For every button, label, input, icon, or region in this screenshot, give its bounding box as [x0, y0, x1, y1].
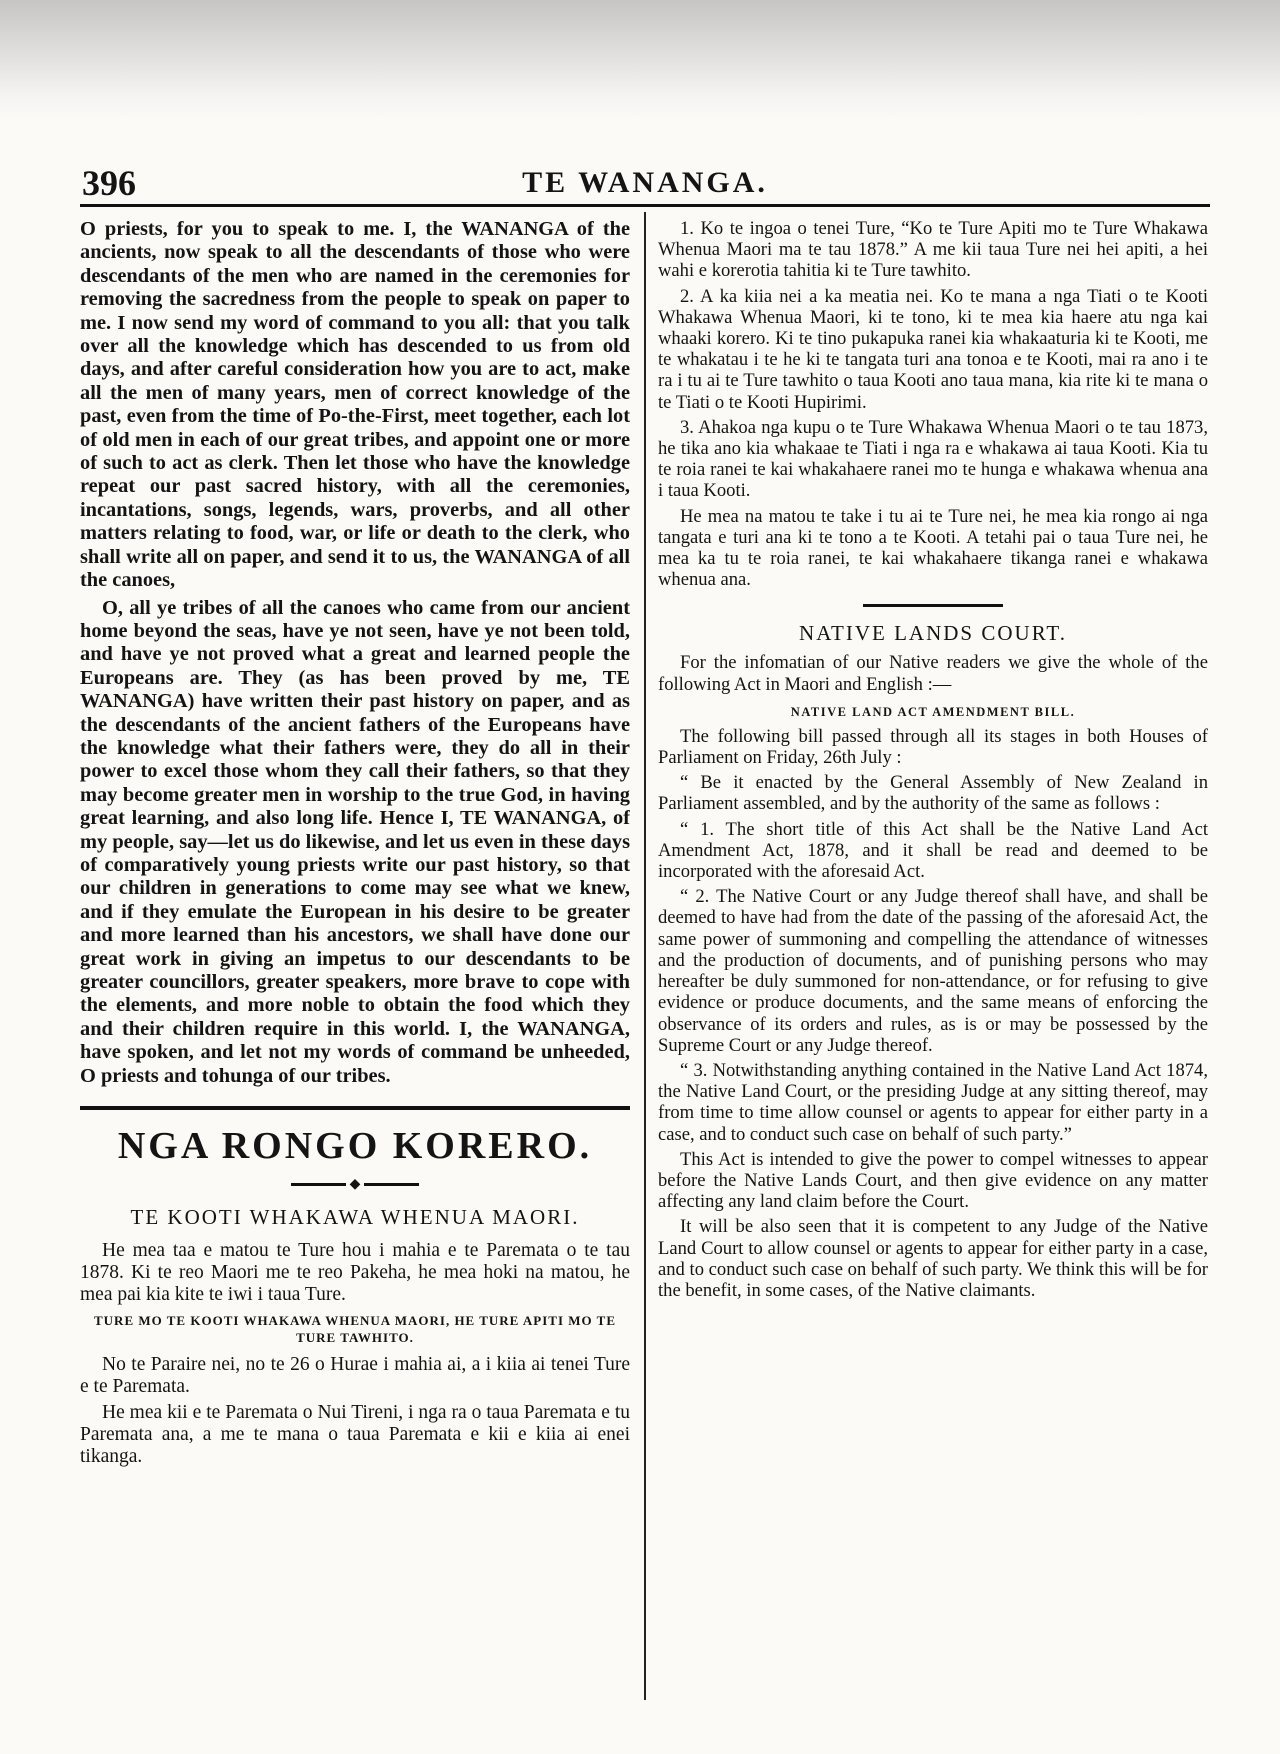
ornament-diamond-icon: ◆	[349, 1177, 361, 1193]
newspaper-page	[80, 160, 1210, 1720]
maori-clause-2: 2. A ka kiia nei a ka meatia nei. Ko te mana a nga Tiati o te Kooti Whakawa Whenua Maori, ki te tono, ki te mea kia haere atu nga kai whaaki korero. Ki te tino pukapuka ranei kia whakaaturia ki te Kooti, me te whakatau i te he ki te tangata turi ana tonoa e te Kooti, mai ra ano i te ra i tu ai te Ture tawhito o taua Kooti ano taua mana, kia rite ki te mana o te Tiati o te Kooti Hupirimi.	[658, 285, 1208, 413]
act-heading-maori: TURE MO TE KOOTI WHAKAWA WHENUA MAORI, HE TURE APITI MO TE TURE TAWHITO.	[94, 1313, 616, 1346]
short-rule	[863, 604, 1003, 607]
bill-paragraph-3: “ 1. The short title of this Act shall be the Native Land Act Amendment Act, 1878, and it shall be read and deemed to be incorporated with the aforesaid Act.	[658, 818, 1208, 883]
subsection-title-kooti: TE KOOTI WHAKAWA WHENUA MAORI.	[130, 1205, 580, 1230]
ornament-bar-left	[291, 1183, 346, 1186]
maori-note: He mea na matou te take i tu ai te Ture nei, he mea kia rongo ai nga tangata e turi ana ki te tono a te Kooti. A tetahi pai o taua Ture nei, he mea ka tu te roia ranei, te kai whakahaere tikanga ranei e whakawa whenua ana.	[658, 505, 1208, 591]
wananga-paragraph-2: O, all ye tribes of all the canoes who came from our ancient home beyond the seas, have ye not seen, have ye not been told, and have ye not proved what a great and learned people the Europeans are. They (as has been proved by me, TE WANANGA) have written their past history on paper, and as the descendants of the ancient fathers of the Europeans have the knowledge what their fathers were, they do all in their power to excel those whom they call their fathers, so that they may become greater men in worship to the true God, in having great learning, and also long life. Hence I, TE WANANGA, of my people, say—let us do likewise, and let us even in these days of comparatively young priests write our past history, so that our children in generations to come may see what we knew, and if they emulate the European in his desire to be greater and more learned than his ancestors, we shall have done our great work in giving an impetus to our descendants to be greater councillors, greater speakers, more brave to cope with the elements, and more noble to obtain the food which they and their children require in this world. I, the WANANGA, have spoken, and let not my words of command be unheeded, O priests and tohunga of our tribes.	[80, 596, 630, 1087]
right-column	[658, 218, 1208, 1720]
page-number: 396	[82, 163, 136, 203]
maori-clause-1: 1. Ko te ingoa o tenei Ture, “Ko te Ture Apiti mo te Ture Whakawa Whenua Maori ma te tau 1878.” A me kii taua Ture nei hei apiti, a hei wahi e korerotia tahitia ki te Ture tawhito.	[658, 218, 1208, 282]
section-title-native-lands-court: NATIVE LANDS COURT.	[799, 621, 1067, 646]
maori-clause-3: 3. Ahakoa nga kupu o te Ture Whakawa Whenua Maori o te tau 1873, he tika ano kia whakaae te Tiati i nga ra e whakawa ai taua Kooti. Kia tu te roia ranei te kai whakahaere ranei mo te hunga e whakawa whenua ana i taua Kooti.	[658, 416, 1208, 502]
act-paragraph-2: He mea kii e te Paremata o Nui Tireni, i nga ra o taua Paremata e tu Paremata ana, a me te mana o taua Paremata e kii e kiia ai enei tikanga.	[80, 1402, 630, 1468]
column-divider	[644, 212, 646, 1700]
section-rule	[80, 1106, 630, 1110]
bill-paragraph-4: “ 2. The Native Court or any Judge thereof shall have, and shall be deemed to have had from the date of the passing of the aforesaid Act, the same power of summoning and compelling the attendance of witnesses and the production of documents, and of punishing persons who may hereafter be duly summoned for non-attendance, or for refusing to give evidence or produce documents, and the same means of enforcing the observance of its orders and rules, as is or may be possessed by the Supreme Court or any Judge thereof.	[658, 886, 1208, 1056]
section-title-nga-rongo-korero: NGA RONGO KORERO.	[117, 1125, 593, 1168]
bill-paragraph-1: The following bill passed through all its stages in both Houses of Parliament on Friday, 26th July :	[658, 725, 1208, 769]
left-column	[80, 218, 630, 1720]
ornament-bar-right	[364, 1183, 419, 1186]
scan-top-edge	[0, 0, 1280, 120]
ornament-divider	[80, 1176, 630, 1193]
kooti-intro: He mea taa e matou te Ture hou i mahia e te Paremata o te tau 1878. Ki te reo Maori me te reo Pakeha, he mea hoki na matou, he mea pai kia kite te iwi i taua Ture.	[80, 1240, 630, 1306]
bill-paragraph-2: “ Be it enacted by the General Assembly of New Zealand in Parliament assembled, and by the authority of the same as follows :	[658, 772, 1208, 815]
act-paragraph-1: No te Paraire nei, no te 26 o Hurae i mahia ai, a i kiia ai tenei Ture e te Paremata.	[80, 1354, 630, 1398]
page-header	[80, 160, 1210, 207]
wananga-paragraph-1: O priests, for you to speak to me. I, the WANANGA of the ancients, now speak to all the descendants of those who were descendants of the men who are named in the ceremonies for removing the sacredness from the people to speak on paper to me. I now send my word of command to you all: that you talk over all the knowledge which has descended to us from old days, and after careful consideration how you are to act, make all the men of many years, men of correct knowledge of the past, even from the time of Po-the-First, meet together, each lot of old men in each of our great tribes, and appoint one or more of such to act as clerk. Then let those who have the knowledge repeat our past sacred history, with all the ceremonies, incantations, songs, legends, wars, proverbs, and all other matters relating to food, war, or life or death to the clerk, who shall write all on paper, and send it to us, the WANANGA of all the canoes,	[80, 218, 630, 592]
bill-title: NATIVE LAND ACT AMENDMENT BILL.	[790, 704, 1076, 719]
bill-paragraph-6: This Act is intended to give the power to compel witnesses to appear before the Native Lands Court, and then give evidence on any matter affecting any land claim before the Court.	[658, 1148, 1208, 1213]
masthead-title: TE WANANGA.	[522, 166, 768, 199]
bill-paragraph-7: It will be also seen that it is competent to any Judge of the Native Land Court to allow counsel or agents to appear for either party in a case, and to conduct such case on behalf of such party. We think this will be for the benefit, in some cases, of the Native claimants.	[658, 1216, 1208, 1301]
native-lands-intro: For the infomatian of our Native readers we give the whole of the following Act in Maori and English :—	[658, 652, 1208, 695]
bill-paragraph-5: “ 3. Notwithstanding anything contained in the Native Land Act 1874, the Native Land Court, or the presiding Judge at any sitting thereof, may from time to time allow counsel or agents to appear for either party in a case, and to conduct such case on behalf of such party.”	[658, 1059, 1208, 1145]
